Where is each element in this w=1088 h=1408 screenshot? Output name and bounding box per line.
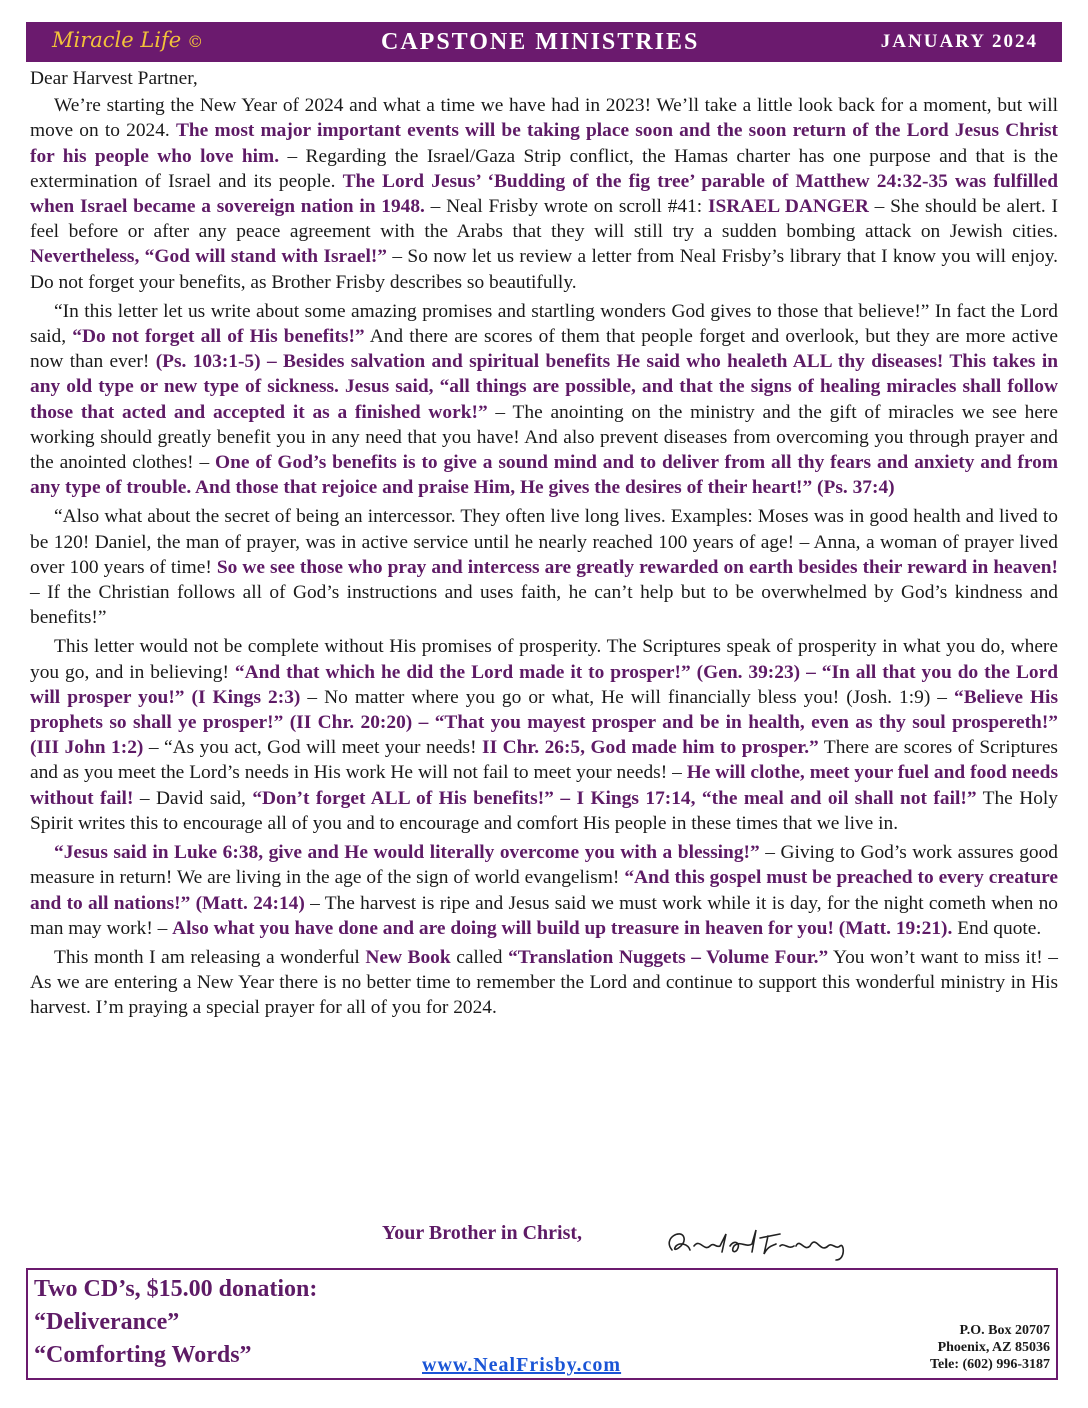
address-line: Tele: (602) 996-3187 [929, 1357, 1050, 1372]
body-text: – “As you act, God will meet your needs! [143, 737, 483, 759]
footer-box [26, 1268, 1058, 1380]
body-text: There are scores of Scriptures and as you meet the Lord’s needs in His work He will not fail to meet your needs! – [30, 737, 1058, 784]
body-text: You won’t want to miss it! – As we are entering a New Year there is no better time to remember the Lord and continue to support this wonderful ministry in His harvest. I’m praying a special prayer for all of you for 2024. [30, 946, 1058, 1019]
closing-line: Your Brother in Christ, [382, 1222, 583, 1244]
mailing-address [930, 1322, 1050, 1373]
paragraph [30, 504, 1058, 630]
copyright-mark: © [187, 32, 204, 51]
paragraph [30, 634, 1058, 836]
letter-body [30, 66, 1058, 1025]
highlighted-text: The Lord Jesus’ ‘Budding of the fig tree’ parable of Matthew 24:32-35 was fulfilled when Israel became a sovereign nation in 1948. [30, 170, 1059, 218]
address-line: Phoenix, AZ 85036 [937, 1340, 1050, 1355]
body-text: – The anointing on the ministry and the gift of miracles we see here working should greatly benefit you in any need that you have! And also prevent diseases from overcoming you through prayer and the anointed clothes! – [30, 401, 1058, 474]
highlighted-text: “Translation Nuggets – Volume Four.” [508, 946, 829, 968]
body-text: – David said, [133, 787, 253, 809]
body-text: – The harvest is ripe and Jesus said we must work while it is day, for the night cometh when no man may work! – [30, 892, 1058, 939]
highlighted-text: “Don’t forget ALL of His benefits!” – I Kings 17:14, “the meal and oil shall not fail!” [252, 787, 977, 809]
highlighted-text: Also what you have done and are doing will build up treasure in heaven for you! (Matt. 19:21). [172, 917, 953, 939]
offer-item: “Deliverance” [34, 1309, 180, 1335]
body-text: “Also what about the secret of being an intercessor. They often live long lives. Examples: Moses was in good health and lived to be 120! Daniel, the man of prayer, was in active service until he nearly reached 100 years of age! – Anna, a woman of prayer lived over 100 years of time! [30, 506, 1058, 578]
offer-item: “Comforting Words” [34, 1342, 252, 1368]
body-text: The Holy Spirit writes this to encourage all of you and to encourage and comfort His people in these times that we live in. [30, 787, 1058, 834]
address-line: P.O. Box 20707 [959, 1323, 1050, 1338]
offer-title: Two CD’s, $15.00 donation: [34, 1276, 318, 1302]
body-text: – Neal Frisby wrote on scroll #41: [424, 196, 708, 218]
highlighted-text: He will clothe, meet your fuel and food needs without fail! [30, 762, 1058, 809]
paragraph [30, 299, 1058, 501]
body-text: – She should be alert. I feel before or after any peace agreement with the Arabs that they will still try a sudden bombing attack on Jewish cities. [30, 196, 1058, 243]
paragraph [30, 93, 1058, 295]
body-text: – Giving to God’s work assures good measure in return! We are living in the age of the sign of world evangelism! [30, 842, 1058, 889]
body-text: This letter would not be complete without His promises of prosperity. The Scriptures speak of prosperity in what you do, where you go, and in believing! [30, 636, 1058, 683]
highlighted-text: Nevertheless, “God will stand with Israel!” [30, 246, 387, 268]
greeting: Dear Harvest Partner, [30, 68, 198, 89]
highlighted-text: The most major important events will be taking place soon and the soon return of the Lord Jesus Christ for his people who love him. [30, 120, 1059, 167]
highlighted-text: ISRAEL DANGER [707, 196, 869, 218]
highlighted-text: “And that which he did the Lord made it to prosper!” (Gen. 39:23) – “In all that you do the Lord will prosper you!” (I Kings 2:3) [30, 661, 1058, 708]
issue-date: JANUARY 2024 [880, 31, 1038, 52]
body-text: “In this letter let us write about some amazing promises and startling wonders God gives to those that believe!” In fact the Lord said, [30, 300, 1058, 348]
highlighted-text: “Believe His prophets so shall ye prosper!” (II Chr. 20:20) – “That you mayest prosper and be in health, even as thy soul prospereth!” (III John 1:2) [30, 686, 1058, 759]
highlighted-text: One of God’s benefits is to give a sound mind and to deliver from all thy fears and anxiety and from any type of trouble. And those that rejoice and praise Him, He gives the desires of their heart!” (Ps. 37:4) [30, 452, 1058, 499]
brand-name: Miracle Life [52, 28, 182, 52]
header-banner [26, 22, 1062, 62]
highlighted-text: “Do not forget all of His benefits!” [72, 326, 365, 348]
highlighted-text: (Ps. 103:1-5) – Besides salvation and spiritual benefits He said who healeth ALL thy diseases! This takes in any old type or new type of sickness. Jesus said, “all things are possible, and that the signs of healing miracles shall follow those that acted and accepted it as a finished work!” [30, 351, 1058, 423]
paragraph [30, 945, 1058, 1021]
body-text: End quote. [952, 917, 1042, 939]
body-text: – So now let us review a letter from Neal Frisby’s library that I know you will enjoy. Do not forget your benefits, as Brother Frisby describes so beautifully. [30, 246, 1058, 293]
website-link[interactable]: www.NealFrisby.com [422, 1354, 622, 1376]
body-text: – Regarding the Israel/Gaza Strip conflict, the Hamas charter has one purpose and that is the extermination of Israel and its people. [30, 145, 1058, 192]
body-text: called [450, 946, 509, 968]
paragraph [30, 840, 1058, 941]
signature [660, 1224, 860, 1269]
body-text: – No matter where you go or what, He will financially bless you! (Josh. 1:9) – [300, 686, 955, 708]
brand-logo [52, 28, 203, 52]
body-text: – If the Christian follows all of God’s instructions and uses faith, he can’t help but to be overwhelmed by God’s kindness and benefits!” [30, 582, 1058, 629]
highlighted-text: “And this gospel must be preached to every creature and to all nations!” (Matt. 24:14) [30, 867, 1058, 914]
highlighted-text: “Jesus said in Luke 6:38, give and He would literally overcome you with a blessing!” [54, 842, 760, 864]
body-text: This month I am releasing a wonderful [54, 946, 366, 968]
body-text: And there are scores of them that people forget and overlook, but they are more active now than ever! [30, 326, 1058, 373]
highlighted-text: So we see those who pray and intercess are greatly rewarded on earth besides their reward in heaven! [216, 556, 1059, 578]
body-text: We’re starting the New Year of 2024 and what a time we have had in 2023! We’ll take a little look back for a moment, but will move on to 2024. [30, 95, 1058, 142]
org-title: CAPSTONE MINISTRIES [381, 29, 700, 55]
highlighted-text: II Chr. 26:5, God made him to prosper.” [482, 737, 819, 759]
highlighted-text: New Book [365, 946, 451, 968]
